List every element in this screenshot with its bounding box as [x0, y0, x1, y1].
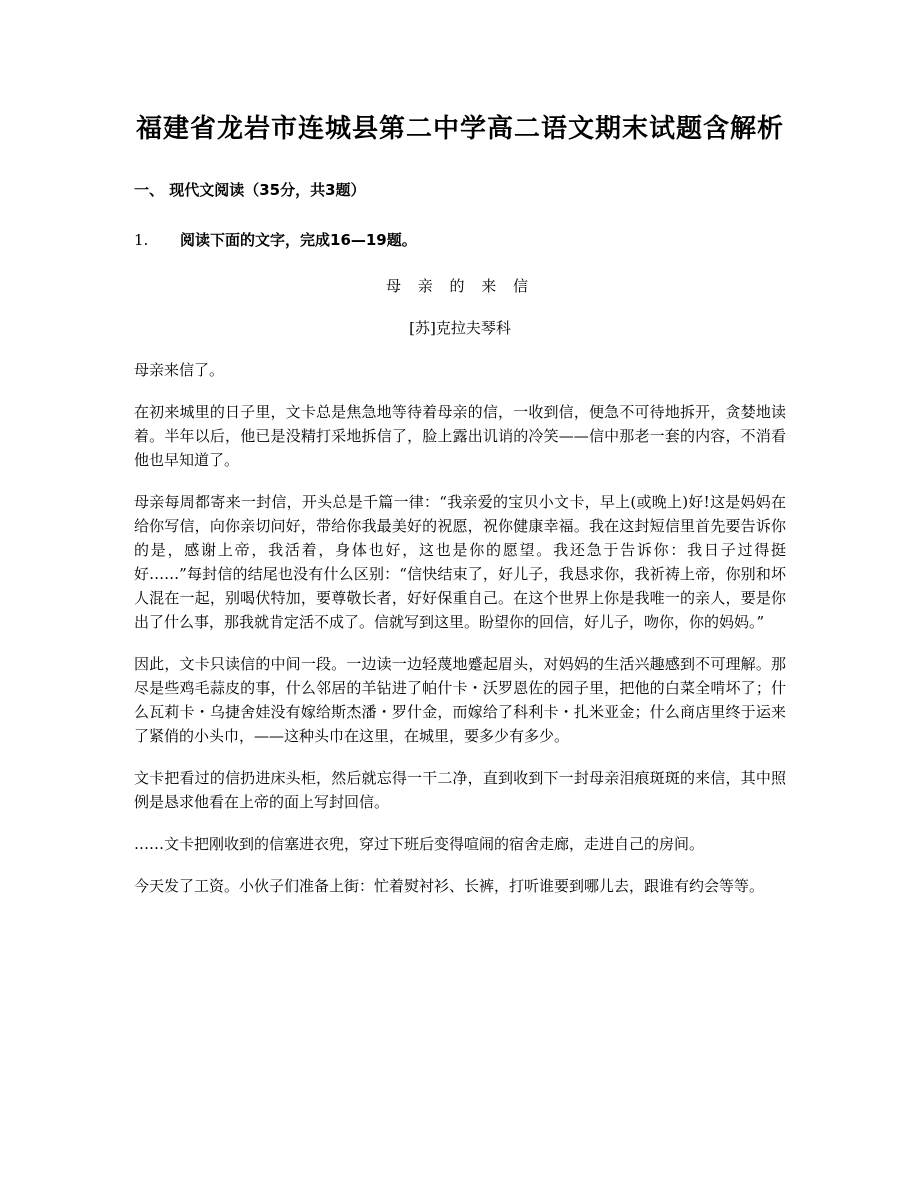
document-title: 福建省龙岩市连城县第二中学高二语文期末试题含解析 — [135, 114, 784, 144]
paragraph: 今天发了工资。小伙子们准备上街：忙着熨衬衫、长裤，打听谁要到哪儿去，跟谁有约会等等。 — [134, 877, 765, 895]
paragraph: 母亲来信了。 — [134, 361, 225, 379]
story-title: 母 亲 的 来 信 — [385, 277, 535, 295]
paragraph: 因此，文卡只读信的中间一段。一边读一边轻蔑地蹙起眉头，对妈妈的生活兴趣感到不可理解。那尽是些鸡毛蒜皮的事，什么邻居的羊钻进了帕什卡・沃罗恩佐的园子里，把他的白菜全啃坏了；什么瓦莉卡・乌捷舍娃没有嫁给斯杰潘・罗什金，而嫁给了科利卡・扎米亚金；什么商店里终于运来了紧俏的小头巾，——这种头巾在这里，在城里，要多少有多少。 — [134, 655, 786, 745]
paragraph: 文卡把看过的信扔进床头柜，然后就忘得一干二净，直到收到下一封母亲泪痕斑斑的来信，其中照例是恳求他看在上帝的面上写封回信。 — [134, 769, 786, 811]
question-prompt — [134, 228, 786, 252]
paragraph: 母亲每周都寄来一封信，开头总是千篇一律：“我亲爱的宝贝小文卡，早上(或晚上)好!这是妈妈在给你写信，向你亲切问好，带给你我最美好的祝愿，祝你健康幸福。我在这封短信里首先要告诉你的是，感谢上帝，我活着，身体也好，这也是你的愿望。我还急于告诉你：我日子过得挺好……”每封信的结尾也没有什么区别：“信快结束了，好儿子，我恳求你，我祈祷上帝，你别和坏人混在一起，别喝伏特加，要尊敬长者，好好保重自己。在这个世界上你是我唯一的亲人，要是你出了什么事，那我就肯定活不成了。信就写到这里。盼望你的回信，好儿子，吻你，你的妈妈。” — [134, 493, 786, 631]
paragraph: ……文卡把刚收到的信塞进衣兜，穿过下班后变得喧闹的宿舍走廊，走进自己的房间。 — [134, 835, 705, 853]
question-number: 1. — [134, 231, 149, 249]
story-author: [苏]克拉夫琴科 — [409, 319, 511, 337]
section-heading: 一、 现代文阅读（35分，共3题） — [134, 181, 366, 199]
paragraph: 在初来城里的日子里，文卡总是焦急地等待着母亲的信，一收到信，便急不可待地拆开，贪婪地读着。半年以后，他已是没精打采地拆信了，脸上露出讥诮的冷笑——信中那老一套的内容，不消看他也早知道了。 — [134, 403, 786, 469]
question-text: 阅读下面的文字，完成16—19题。 — [180, 231, 417, 249]
